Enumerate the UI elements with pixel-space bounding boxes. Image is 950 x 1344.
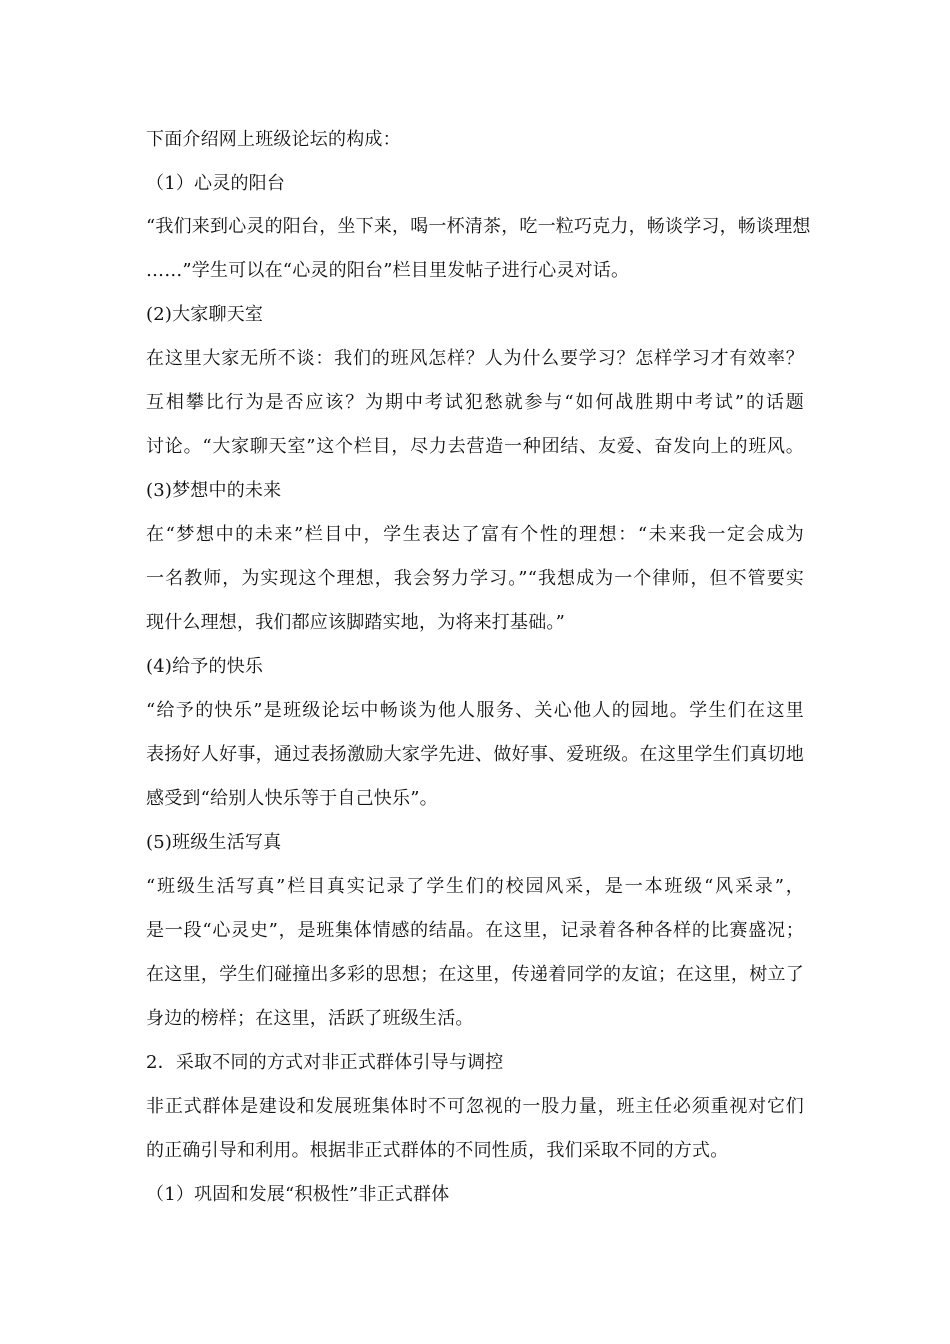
paragraph-line: 在这里大家无所不谈：我们的班风怎样？人为什么要学习？怎样学习才有效率？ <box>146 348 804 369</box>
paragraph-line: ……”学生可以在“心灵的阳台”栏目里发帖子进行心灵对话。 <box>146 260 630 281</box>
paragraph-line: 讨论。“大家聊天室”这个栏目，尽力去营造一种团结、友爱、奋发向上的班风。 <box>146 436 804 457</box>
paragraph-line: 在这里，学生们碰撞出多彩的思想；在这里，传递着同学的友谊；在这里，树立了 <box>146 964 804 985</box>
paragraph-line: 互相攀比行为是否应该？为期中考试犯愁就参与“如何战胜期中考试”的话题 <box>146 392 804 413</box>
paragraph-line: 在“梦想中的未来”栏目中，学生表达了富有个性的理想：“未来我一定会成为 <box>146 524 804 545</box>
paragraph-line: “班级生活写真”栏目真实记录了学生们的校园风采，是一本班级“风采录”， <box>146 876 804 897</box>
paragraph-line: 的正确引导和利用。根据非正式群体的不同性质，我们采取不同的方式。 <box>146 1140 729 1161</box>
paragraph-line: 非正式群体是建设和发展班集体时不可忽视的一股力量，班主任必须重视对它们 <box>146 1096 804 1117</box>
paragraph-line: “我们来到心灵的阳台，坐下来，喝一杯清茶，吃一粒巧克力，畅谈学习，畅谈理想 <box>146 216 811 237</box>
paragraph-line: 感受到“给别人快乐等于自己快乐”。 <box>146 788 438 809</box>
section-heading-5: (5)班级生活写真 <box>146 832 282 853</box>
numbered-heading-2: 2．采取不同的方式对非正式群体引导与调控 <box>146 1052 504 1073</box>
paragraph-line: “给予的快乐”是班级论坛中畅谈为他人服务、关心他人的园地。学生们在这里 <box>146 700 804 721</box>
section-heading-4: (4)给予的快乐 <box>146 656 264 677</box>
section-heading-1: （1）心灵的阳台 <box>146 173 286 194</box>
paragraph-line: 现什么理想，我们都应该脚踏实地，为将来打基础。” <box>146 612 565 633</box>
paragraph-line: 身边的榜样；在这里，活跃了班级生活。 <box>146 1008 474 1029</box>
intro-line: 下面介绍网上班级论坛的构成： <box>146 129 401 150</box>
paragraph-line: 一名教师，为实现这个理想，我会努力学习。”“我想成为一个律师，但不管要实 <box>146 568 804 589</box>
section-heading-2: (2)大家聊天室 <box>146 304 264 325</box>
paragraph-line: 表扬好人好事，通过表扬激励大家学先进、做好事、爱班级。在这里学生们真切地 <box>146 744 804 765</box>
section-heading-3: (3)梦想中的未来 <box>146 480 282 501</box>
subsection-heading-1: （1）巩固和发展“积极性”非正式群体 <box>146 1184 450 1205</box>
paragraph-line: 是一段“心灵史”，是班集体情感的结晶。在这里，记录着各种各样的比赛盛况； <box>146 920 804 941</box>
